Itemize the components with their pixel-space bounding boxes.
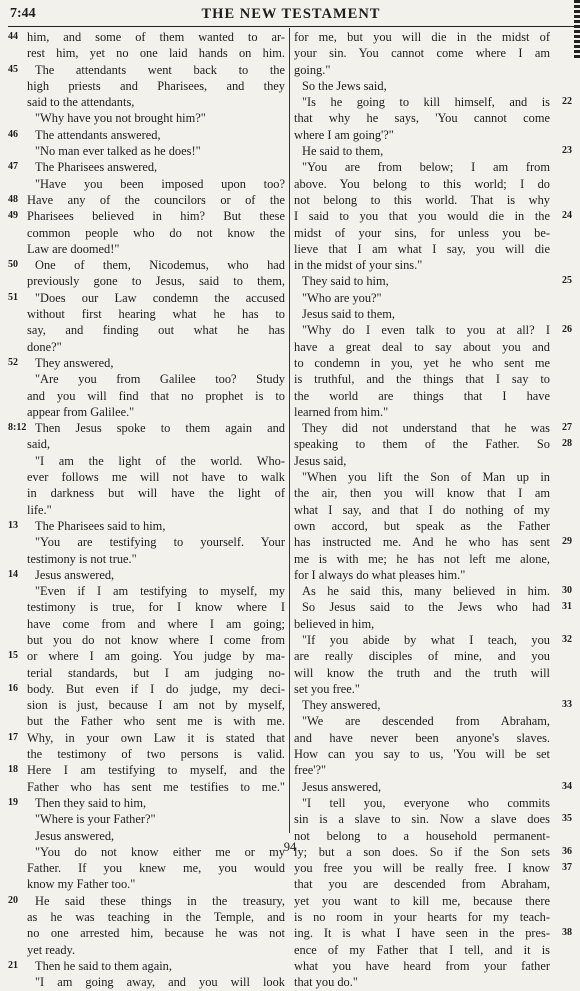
text-line <box>294 795 572 811</box>
verse-text: free'?" <box>294 763 327 778</box>
text-line <box>294 176 572 192</box>
text-line <box>8 893 285 909</box>
verse-text: above. You belong to this world; I do <box>294 176 550 191</box>
verse-text: "When you lift the Son of Man up in <box>302 470 550 485</box>
text-line <box>8 942 285 958</box>
verse-number: 32 <box>562 633 572 645</box>
verse-text: your sin. You cannot come where I am <box>294 46 550 61</box>
text-line <box>8 143 285 159</box>
text-line <box>294 45 572 61</box>
verse-text: common people who do not know the <box>27 225 285 240</box>
text-line <box>8 62 285 78</box>
verse-text: "Are you from Galilee too? Study <box>35 372 285 387</box>
text-line <box>294 583 572 599</box>
verse-text: the testimony of two persons is valid. <box>27 747 285 762</box>
verse-text: and have never been anyone's slaves. <box>294 730 550 745</box>
text-line <box>294 469 572 485</box>
text-line <box>8 665 285 681</box>
text-line <box>294 453 572 469</box>
verse-text: He said these things in the treasury, <box>35 893 285 908</box>
text-line <box>294 567 572 583</box>
verse-text: in darkness but will have the light of <box>27 486 285 501</box>
text-line <box>8 225 285 241</box>
text-line <box>294 648 572 664</box>
text-line <box>8 567 285 583</box>
verse-text: Father who has sent me testifies to me." <box>27 779 285 794</box>
verse-text: said, <box>27 437 51 452</box>
verse-number: 46 <box>8 128 18 140</box>
verse-text: "I am going away, and you will look <box>35 975 285 990</box>
verse-number: 8:12 <box>8 422 27 434</box>
text-line <box>294 811 572 827</box>
verse-number: 23 <box>562 145 572 157</box>
text-line <box>294 876 572 892</box>
text-line <box>294 697 572 713</box>
verse-text: previously gone to Jesus, said to them, <box>27 274 285 289</box>
text-line <box>8 159 285 175</box>
verse-text: Jesus answered, <box>302 779 382 794</box>
verse-text: sion is just, because I am not by myself, <box>27 698 285 713</box>
verse-text: So the Jews said, <box>302 78 387 93</box>
text-line <box>294 909 572 925</box>
verse-text: "Even if I am testifying to myself, my <box>35 584 285 599</box>
verse-text: that you are descended from Abraham, <box>294 877 550 892</box>
verse-text: done?" <box>27 339 62 354</box>
verse-number: 14 <box>8 568 18 580</box>
text-line <box>8 306 285 322</box>
verse-text: "Why have you not brought him?" <box>35 111 206 126</box>
text-line <box>8 78 285 94</box>
verse-number: 25 <box>562 275 572 287</box>
text-line <box>8 453 285 469</box>
text-line <box>8 192 285 208</box>
text-line <box>8 502 285 518</box>
text-line <box>8 176 285 192</box>
verse-text: They did not understand that he was <box>302 421 550 436</box>
verse-text: One of them, Nicodemus, who had <box>35 258 285 273</box>
text-line <box>8 713 285 729</box>
text-line <box>294 632 572 648</box>
verse-text: "I tell you, everyone who commits <box>302 795 550 810</box>
verse-text: or where I am going. You judge by ma- <box>27 649 285 664</box>
text-line <box>294 355 572 371</box>
verse-number: 48 <box>8 193 18 205</box>
text-line <box>8 518 285 534</box>
verse-number: 27 <box>562 422 572 434</box>
text-line <box>8 958 285 974</box>
text-line <box>294 371 572 387</box>
verse-text: appear from Galilee." <box>27 404 135 419</box>
text-line <box>294 534 572 550</box>
verse-text: are really disciples of mine, and you <box>294 649 550 664</box>
verse-text: that you do." <box>294 975 358 990</box>
text-line <box>8 599 285 615</box>
verse-text: in the midst of your sins." <box>294 258 423 273</box>
verse-text: is no room in your hearts for my teach- <box>294 910 550 925</box>
verse-text: ly; but a son does. So if the Son sets <box>294 844 550 859</box>
verse-text: has instructed me. And he who has sent <box>294 535 550 550</box>
verse-number: 33 <box>562 699 572 711</box>
verse-text: Have any of the councilors or of the <box>27 192 285 207</box>
verse-number: 31 <box>562 601 572 613</box>
text-line <box>8 551 285 567</box>
verse-number: 35 <box>562 813 572 825</box>
verse-text: going." <box>294 62 331 77</box>
text-line <box>8 681 285 697</box>
verse-text: Law are doomed!" <box>27 241 120 256</box>
text-line <box>294 616 572 632</box>
verse-number: 19 <box>8 796 18 808</box>
verse-text: "Who are you?" <box>302 290 382 305</box>
verse-text: have come from and where I am going; <box>27 616 285 631</box>
verse-text: but you do not know where I come from <box>27 632 285 647</box>
text-line <box>294 225 572 241</box>
verse-text: He said to them, <box>302 144 384 159</box>
verse-text: I said to you that you would die in the <box>294 209 550 224</box>
text-line <box>8 371 285 387</box>
verse-number: 21 <box>8 959 18 971</box>
verse-text: Then Jesus spoke to them again and <box>35 421 285 436</box>
verse-text: ing. It is what I have seen in the pres- <box>294 926 550 941</box>
text-line <box>294 339 572 355</box>
verse-text: not belong to a household permanent- <box>294 828 550 843</box>
text-line <box>294 779 572 795</box>
verse-text: without first hearing what he has to <box>27 307 285 322</box>
verse-text: yet you want to kill me, because there <box>294 893 550 908</box>
text-line <box>294 388 572 404</box>
text-line <box>8 632 285 648</box>
verse-text: as he was teaching in the Temple, and <box>27 910 285 925</box>
verse-text: "Does our Law condemn the accused <box>35 290 285 305</box>
text-line <box>8 583 285 599</box>
verse-number: 36 <box>562 845 572 857</box>
verse-text: that why he says, 'You cannot come <box>294 111 550 126</box>
verse-text: Here I am testifying to myself, and the <box>27 763 285 778</box>
text-line <box>294 713 572 729</box>
text-line <box>294 420 572 436</box>
verse-text: ence of my Father that I tell, and it is <box>294 942 550 957</box>
verse-number: 44 <box>8 31 18 42</box>
text-line <box>294 404 572 420</box>
verse-text: As he said this, many believed in him. <box>302 584 550 599</box>
verse-text: midst of your sins, for unless you be- <box>294 225 550 240</box>
text-line <box>8 779 285 795</box>
text-line <box>8 420 285 436</box>
verse-text: for I always do what pleases him." <box>294 567 466 582</box>
text-line <box>294 257 572 273</box>
verse-text: sin is a slave to sin. Now a slave does <box>294 812 550 827</box>
verse-text: have a great deal to say about you and <box>294 339 550 354</box>
page-number: 94 <box>283 840 297 854</box>
verse-number: 34 <box>562 780 572 792</box>
verse-text: know my Father too." <box>27 877 136 892</box>
running-header <box>10 6 572 24</box>
verse-text: Then they said to him, <box>35 795 147 810</box>
text-line <box>294 485 572 501</box>
text-line <box>8 29 285 45</box>
text-line <box>8 925 285 941</box>
verse-text: lieve that I am what I say, you will die <box>294 241 550 256</box>
text-line <box>8 355 285 371</box>
verse-text: will know the truth and the truth will <box>294 665 550 680</box>
header-rule <box>8 26 574 27</box>
verse-text: The Pharisees said to him, <box>35 518 166 533</box>
verse-text: terial standards, but I am judging no- <box>27 665 285 680</box>
text-line <box>8 730 285 746</box>
text-line <box>8 290 285 306</box>
verse-text: "Is he going to kill himself, and is <box>302 95 550 110</box>
verse-text: Pharisees believed in him? But these <box>27 209 285 224</box>
verse-number: 16 <box>8 682 18 694</box>
verse-number: 51 <box>8 291 18 303</box>
text-line <box>8 127 285 143</box>
verse-text: "I am the light of the world. Who- <box>35 453 285 468</box>
verse-number: 50 <box>8 259 18 271</box>
text-line <box>294 665 572 681</box>
text-line <box>294 599 572 615</box>
verse-text: him, and some of them wanted to ar- <box>27 30 285 44</box>
verse-text: So Jesus said to the Jews who had <box>302 600 550 615</box>
text-line <box>294 78 572 94</box>
verse-text: Jesus said, <box>294 453 347 468</box>
verse-number: 20 <box>8 894 18 906</box>
verse-number: 15 <box>8 650 18 662</box>
text-line <box>294 746 572 762</box>
verse-text: "You are testifying to yourself. Your <box>35 535 285 550</box>
text-line <box>8 811 285 827</box>
verse-number: 26 <box>562 324 572 336</box>
text-line <box>8 534 285 550</box>
verse-text: "If you abide by what I teach, you <box>302 632 550 647</box>
text-line <box>8 469 285 485</box>
text-line <box>8 208 285 224</box>
verse-text: "We are descended from Abraham, <box>302 714 550 729</box>
verse-number: 18 <box>8 764 18 776</box>
verse-text: "You are from below; I am from <box>302 160 550 175</box>
text-line <box>294 94 572 110</box>
verse-text: speaking to them of the Father. So <box>294 437 550 452</box>
verse-text: The attendants went back to the <box>35 62 285 77</box>
verse-text: How can you say to us, 'You will be set <box>294 747 550 762</box>
text-line <box>8 697 285 713</box>
text-line <box>8 876 285 892</box>
text-line <box>8 339 285 355</box>
verse-text: and you will find that no prophet is to <box>27 388 285 403</box>
verse-text: Jesus answered, <box>35 828 115 843</box>
text-line <box>294 436 572 452</box>
text-line <box>8 909 285 925</box>
verse-text: body. But even if I do judge, my deci- <box>27 681 285 696</box>
text-line <box>294 273 572 289</box>
text-line <box>8 404 285 420</box>
text-line <box>294 974 572 990</box>
text-line <box>294 110 572 126</box>
text-line <box>294 290 572 306</box>
text-line <box>294 942 572 958</box>
verse-text: They said to him, <box>302 274 389 289</box>
verse-text: no one arrested him, because he was not <box>27 926 285 941</box>
text-line <box>294 127 572 143</box>
verse-number: 17 <box>8 731 18 743</box>
text-line <box>294 958 572 974</box>
verse-number: 13 <box>8 519 18 531</box>
verse-text: testimony is not true." <box>27 551 137 566</box>
verse-text: yet ready. <box>27 942 76 957</box>
verse-text: believed in him, <box>294 616 375 631</box>
verse-text: "Why do I even talk to you at all? I <box>302 323 550 338</box>
verse-text: The Pharisees answered, <box>35 160 158 175</box>
verse-number: 37 <box>562 862 572 874</box>
text-line <box>8 257 285 273</box>
verse-number: 22 <box>562 96 572 108</box>
text-line <box>294 681 572 697</box>
text-line <box>294 208 572 224</box>
verse-text: "No man ever talked as he does!" <box>35 144 201 159</box>
verse-text: the world are things that I have <box>294 388 550 403</box>
verse-text: said to the attendants, <box>27 95 135 110</box>
verse-number: 24 <box>562 210 572 222</box>
verse-text: They answered, <box>35 355 114 370</box>
text-line <box>294 241 572 257</box>
verse-text: me is with me; he has not left me alone, <box>294 551 550 566</box>
verse-text: Then he said to them again, <box>35 958 172 973</box>
verse-text: say, and finding out what he has <box>27 323 285 338</box>
text-line <box>294 306 572 322</box>
text-line <box>294 322 572 338</box>
verse-number: 29 <box>562 536 572 548</box>
text-line <box>8 45 285 61</box>
text-line <box>8 322 285 338</box>
verse-text: not belong to this world. That is why <box>294 192 550 207</box>
verse-text: learned from him." <box>294 404 389 419</box>
verse-text: ever follows me will not have to walk <box>27 470 285 485</box>
page-edge-tab <box>574 0 580 60</box>
verse-text: rest him, yet no one laid hands on him. <box>27 46 285 61</box>
verse-text: They answered, <box>302 698 381 713</box>
text-line <box>8 762 285 778</box>
text-line <box>294 192 572 208</box>
verse-text: the air, then you will know that I am <box>294 486 550 501</box>
text-line <box>294 551 572 567</box>
text-line <box>8 436 285 452</box>
verse-text: what you have heard from your father <box>294 958 550 973</box>
verse-text: Why, in your own Law it is stated that <box>27 730 285 745</box>
text-line <box>8 795 285 811</box>
verse-text: for me, but you will die in the midst of <box>294 30 550 44</box>
verse-number: 28 <box>562 438 572 450</box>
verse-text: "Have you been imposed upon too? <box>35 176 285 191</box>
text-line <box>294 159 572 175</box>
text-line <box>8 746 285 762</box>
text-line <box>8 273 285 289</box>
verse-text: high priests and Pharisees, and they <box>27 78 285 93</box>
verse-number: 47 <box>8 161 18 173</box>
text-line <box>294 29 572 45</box>
text-line <box>8 485 285 501</box>
text-line <box>8 241 285 257</box>
column-divider <box>289 28 290 833</box>
verse-text: where I am going'?" <box>294 127 394 142</box>
text-line <box>294 62 572 78</box>
verse-text: own accord, but speak as the Father <box>294 518 550 533</box>
verse-number: 49 <box>8 210 18 222</box>
verse-text: Father. If you knew me, you would <box>27 861 285 876</box>
text-line <box>294 925 572 941</box>
verse-text: to condemn in you, yet he who sent me <box>294 355 550 370</box>
verse-text: Jesus said to them, <box>302 307 395 322</box>
verse-text: "You do not know either me or my <box>35 844 285 859</box>
verse-number: 38 <box>562 927 572 939</box>
text-line <box>8 110 285 126</box>
text-line <box>8 94 285 110</box>
verse-number: 30 <box>562 585 572 597</box>
verse-text: set you free." <box>294 681 360 696</box>
text-line <box>294 518 572 534</box>
text-line <box>294 502 572 518</box>
verse-text: The attendants answered, <box>35 127 161 142</box>
text-line <box>8 616 285 632</box>
text-line <box>8 974 285 990</box>
verse-text: life." <box>27 502 52 517</box>
verse-number: 52 <box>8 356 18 368</box>
text-line <box>8 648 285 664</box>
verse-text: testimony is true, for I know where I <box>27 600 285 615</box>
text-line <box>294 893 572 909</box>
verse-text: you free you will be really free. I know <box>294 861 550 876</box>
text-line <box>294 730 572 746</box>
chapter-verse-reference: 7:44 <box>10 6 36 21</box>
text-line <box>8 388 285 404</box>
verse-text: "Where is your Father?" <box>35 812 156 827</box>
verse-text: what I say, and that I do nothing of my <box>294 502 550 517</box>
book-title: THE NEW TESTAMENT <box>201 6 381 22</box>
text-line <box>294 143 572 159</box>
verse-text: but the Father who sent me is with me. <box>27 714 285 729</box>
text-line <box>294 762 572 778</box>
verse-text: is truthful, and the things that I say to <box>294 372 550 387</box>
verse-number: 45 <box>8 63 18 75</box>
verse-text: Jesus answered, <box>35 567 115 582</box>
